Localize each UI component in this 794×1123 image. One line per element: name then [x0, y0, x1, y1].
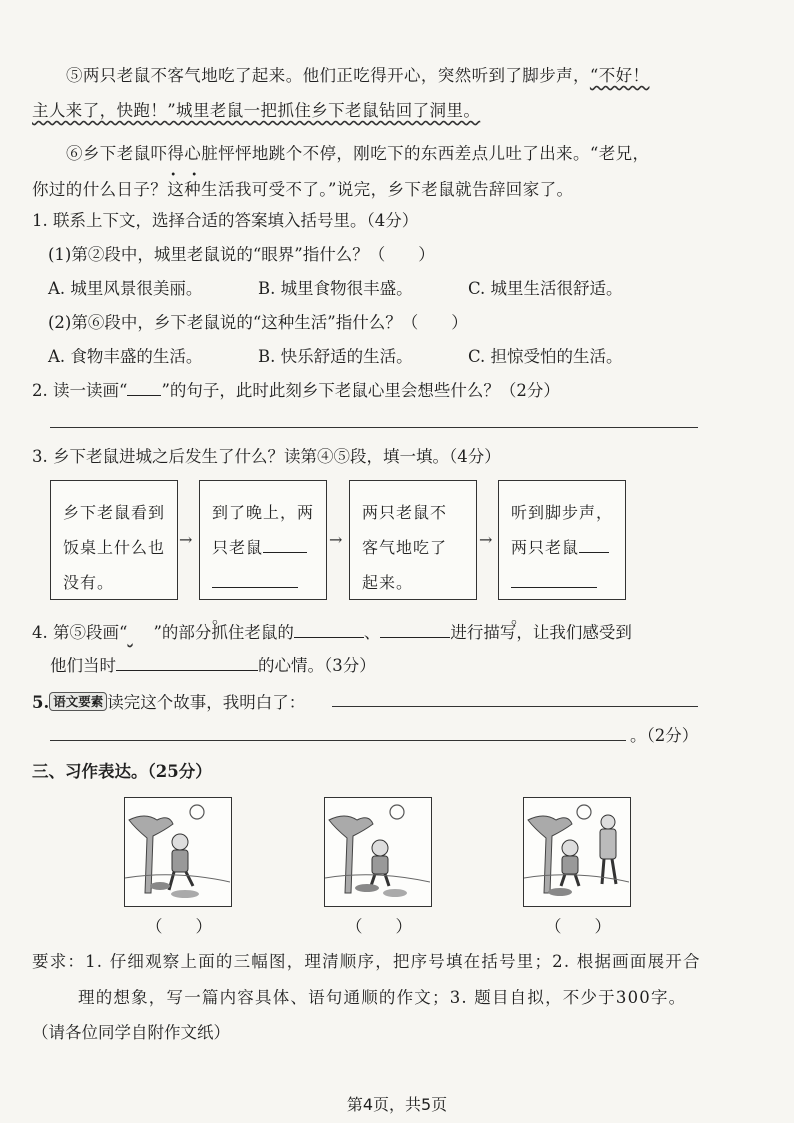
- yuwen-yaosu-badge: 语文要素: [49, 692, 107, 711]
- flow-box-text: 起来。: [362, 573, 414, 592]
- boy-and-adult-illustration: [524, 798, 629, 905]
- picture-1-order-paren[interactable]: （ ）: [146, 917, 212, 936]
- requirements-line1: 要求：1. 仔细观察上面的三幅图，理清顺序，把序号填在括号里；2. 根据画面展开合: [32, 952, 701, 971]
- boy-kicking-leaves-illustration: [125, 798, 230, 905]
- q4-line1: [32, 619, 632, 643]
- q4-line2: [50, 652, 376, 676]
- fill-blank[interactable]: [212, 573, 298, 588]
- q4-text: 进行描写，让我们感受到: [450, 623, 632, 642]
- section3-title: 三、习作表达。（25分）: [32, 762, 212, 781]
- flow-box-text: 听到脚步声，: [511, 503, 614, 522]
- flow-box-4[interactable]: [498, 480, 626, 627]
- wavy-underlined-text: 主人来了，快跑！: [32, 101, 168, 120]
- passage-text: ⑥乡下老鼠吓得心脏怦怦地跳个不停，刚吃下的东西差点儿吐了出来。“老兄，: [66, 144, 650, 163]
- flow-box-text: 。: [212, 608, 230, 627]
- emphasized-phrase: • • 这种生活: [167, 180, 235, 199]
- flow-box-text: 乡下老鼠看到: [63, 503, 166, 522]
- arrow-right-icon: →: [479, 530, 493, 549]
- q2-stem: [32, 377, 560, 401]
- fill-blank[interactable]: [116, 656, 258, 671]
- q1-stem: 1. 联系上下文，选择合适的答案填入括号里。（4分）: [32, 211, 419, 230]
- q2-answer-line[interactable]: [50, 427, 698, 428]
- q1-sub1-option-b: B. 城里食物很丰盛。: [258, 279, 413, 298]
- q5-answer-line-1[interactable]: [332, 706, 698, 707]
- picture-3: [523, 797, 631, 907]
- flow-box-text: 两只老鼠不: [362, 503, 448, 522]
- passage-text: 你过的什么日子？: [32, 180, 168, 199]
- q1-sub2-option-a: A. 食物丰盛的生活。: [48, 347, 203, 366]
- passage-p5-line1: [66, 62, 649, 86]
- wavy-underlined-text: “不好！: [589, 66, 650, 85]
- q3-stem: 3. 乡下老鼠进城之后发生了什么？读第④⑤段，填一填。（4分）: [32, 447, 501, 466]
- flow-box-text: 饭桌上什么也: [63, 538, 166, 557]
- q2-stem-start: 2. 读一读画“: [32, 381, 128, 400]
- q5-end: 。（2分）: [630, 726, 699, 745]
- q5-text: 读完这个故事，我明白了：: [107, 693, 306, 712]
- fill-blank[interactable]: [263, 538, 307, 553]
- q4-text: ”的部分抓住老鼠的: [153, 623, 294, 642]
- passage-p6-line1: [66, 140, 649, 164]
- requirements-line2: 理的想象，写一篇内容具体、语句通顺的作文；3. 题目自拟，不少于300字。: [78, 988, 687, 1007]
- fill-blank[interactable]: [511, 573, 597, 588]
- flow-box-fill-line: [212, 530, 314, 565]
- flow-box-text: 只老鼠: [212, 538, 264, 557]
- q1-sub2: (2)第⑥段中，乡下老鼠说的“这种生活”指什么？（ ）: [48, 313, 468, 332]
- picture-1: [124, 797, 232, 907]
- flow-box-1: [50, 480, 178, 600]
- q1-sub2-option-b: B. 快乐舒适的生活。: [258, 347, 413, 366]
- picture-2: [324, 797, 432, 907]
- q2-underline-marker: [127, 381, 161, 396]
- passage-text: 我可受不了。”说完，乡下老鼠就告辞回家了。: [234, 180, 574, 199]
- q5-line1: [32, 689, 305, 713]
- q4-text: 的心情。（3分）: [258, 656, 376, 675]
- wavy-underlined-text: ”城里老鼠一把抓住乡下老鼠钻回了洞里。: [167, 101, 481, 120]
- flow-box-text: 到了晚上，两: [212, 503, 315, 522]
- flow-box-text: 客气地吃了: [362, 538, 448, 557]
- passage-p6-line2: [32, 176, 573, 200]
- q1-sub1: (1)第②段中，城里老鼠说的“眼界”指什么？（ ）: [48, 245, 435, 264]
- q4-text: 、: [363, 623, 381, 642]
- fill-blank[interactable]: [294, 623, 364, 638]
- composition-paper-note: （请各位同学自附作文纸）: [32, 1023, 230, 1042]
- q5-answer-line-2[interactable]: [50, 740, 626, 741]
- q2-stem-end: ”的句子，此时此刻乡下老鼠心里会想些什么？（2分）: [161, 381, 560, 400]
- fill-blank[interactable]: [579, 538, 609, 553]
- flow-box-text: 两只老鼠: [511, 538, 580, 557]
- passage-p5-line2: [32, 97, 480, 121]
- flow-box-text: 。: [511, 608, 529, 627]
- q5-number: 5.: [32, 693, 50, 712]
- q1-sub2-option-c: C. 担惊受怕的生活。: [468, 347, 623, 366]
- arrow-right-icon: →: [329, 530, 343, 549]
- arrow-right-icon: →: [179, 530, 193, 549]
- flow-box-text: 没有。: [63, 573, 115, 592]
- page-number: 第4页，共5页: [346, 1095, 448, 1114]
- picture-3-order-paren[interactable]: （ ）: [545, 917, 611, 936]
- q4-text: 4. 第⑤段画“: [32, 623, 128, 642]
- q4-text: 他们当时: [50, 656, 116, 675]
- flow-box-fill-line: [511, 530, 613, 565]
- q4-wavy-marker: [127, 623, 153, 642]
- boy-picking-leaves-illustration: [325, 798, 430, 905]
- q1-sub1-option-a: A. 城里风景很美丽。: [48, 279, 203, 298]
- fill-blank[interactable]: [380, 623, 450, 638]
- passage-text: ⑤两只老鼠不客气地吃了起来。他们正吃得开心，突然听到了脚步声，: [66, 66, 590, 85]
- picture-2-order-paren[interactable]: （ ）: [346, 917, 412, 936]
- flow-box-2[interactable]: [199, 480, 327, 627]
- q1-sub1-option-c: C. 城里生活很舒适。: [468, 279, 623, 298]
- flow-box-3: [349, 480, 477, 600]
